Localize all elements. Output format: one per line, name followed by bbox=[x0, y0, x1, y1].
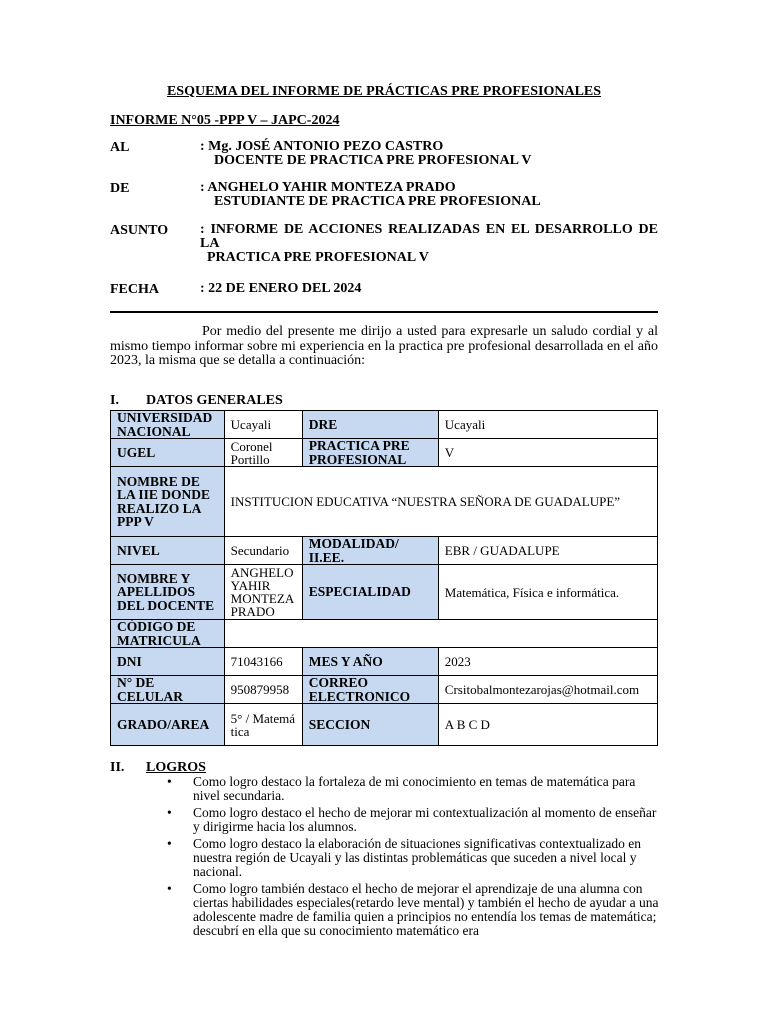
asunto-line-2: PRACTICA PRE PROFESIONAL V bbox=[207, 250, 429, 265]
asunto-label: ASUNTO bbox=[110, 223, 169, 238]
ppp-value: V bbox=[438, 439, 657, 467]
table-row bbox=[111, 648, 658, 676]
univ-value: Ucayali bbox=[224, 411, 302, 439]
section-2-title: LOGROS bbox=[146, 760, 206, 775]
table-row bbox=[111, 537, 658, 565]
list-item bbox=[167, 882, 662, 938]
table-row bbox=[111, 411, 658, 439]
nivel-value: Secundario bbox=[224, 537, 302, 565]
section-2-number: II. bbox=[110, 760, 125, 775]
datos-generales-table bbox=[110, 410, 658, 746]
section-1-number: I. bbox=[110, 393, 119, 408]
de-label: DE bbox=[110, 181, 130, 196]
ppp-label: PRACTICA PRE PROFESIONAL bbox=[302, 439, 438, 467]
dre-label: DRE bbox=[302, 411, 438, 439]
bullet-icon: • bbox=[167, 774, 172, 789]
logro-text: Como logro destaco el hecho de mejorar mi contextualización al momento de enseñar y dirigirme hacia los alumnos. bbox=[193, 805, 657, 834]
mes-value: 2023 bbox=[438, 648, 657, 676]
table-row bbox=[111, 467, 658, 537]
modalidad-label: MODALIDAD/ II.EE. bbox=[302, 537, 438, 565]
section-1-title: DATOS GENERALES bbox=[146, 393, 283, 408]
nivel-label: NIVEL bbox=[111, 537, 225, 565]
correo-value: Crsitobalmontezarojas@hotmail.com bbox=[438, 676, 657, 704]
dre-value: Ucayali bbox=[438, 411, 657, 439]
list-item bbox=[167, 806, 662, 834]
correo-label: CORREO ELECTRONICO bbox=[302, 676, 438, 704]
header-divider bbox=[110, 311, 658, 313]
table-row bbox=[111, 439, 658, 467]
document-title: ESQUEMA DEL INFORME DE PRÁCTICAS PRE PROFESIONALES bbox=[166, 84, 602, 99]
especialidad-value: Matemática, Física e informática. bbox=[438, 565, 657, 620]
logros-list bbox=[167, 775, 662, 941]
codigo-value bbox=[224, 620, 657, 648]
table-row bbox=[111, 676, 658, 704]
table-row bbox=[111, 620, 658, 648]
bullet-icon: • bbox=[167, 836, 172, 851]
modalidad-value: EBR / GUADALUPE bbox=[438, 537, 657, 565]
fecha-label: FECHA bbox=[110, 282, 159, 297]
dni-value: 71043166 bbox=[224, 648, 302, 676]
iie-value: INSTITUCION EDUCATIVA “NUESTRA SEÑORA DE GUADALUPE” bbox=[224, 467, 657, 537]
list-item bbox=[167, 775, 662, 803]
docente-value: ANGHELO YAHIR MONTEZA PRADO bbox=[224, 565, 302, 620]
seccion-label: SECCION bbox=[302, 704, 438, 746]
iie-label: NOMBRE DE LA IIE DONDE REALIZO LA PPP V bbox=[111, 467, 225, 537]
table-row bbox=[111, 565, 658, 620]
al-position: DOCENTE DE PRACTICA PRE PROFESIONAL V bbox=[214, 153, 532, 168]
ugel-label: UGEL bbox=[111, 439, 225, 467]
univ-label: UNIVERSIDAD NACIONAL bbox=[111, 411, 225, 439]
logro-text: Como logro destaco la fortaleza de mi conocimiento en temas de matemática para nivel secundaria. bbox=[193, 774, 636, 803]
de-position: ESTUDIANTE DE PRACTICA PRE PROFESIONAL bbox=[214, 194, 541, 209]
grado-label: GRADO/AREA bbox=[111, 704, 225, 746]
codigo-label: CÓDIGO DE MATRICULA bbox=[111, 620, 225, 648]
mes-label: MES Y AÑO bbox=[302, 648, 438, 676]
ugel-value: Coronel Portillo bbox=[224, 439, 302, 467]
al-label: AL bbox=[110, 140, 130, 155]
celular-value: 950879958 bbox=[224, 676, 302, 704]
bullet-icon: • bbox=[167, 881, 172, 896]
intro-paragraph bbox=[110, 325, 658, 369]
intro-text: Por medio del presente me dirijo a usted para expresarle un saludo cordial y al mismo tiempo informar sobre mi experiencia en la practica pre profesional desarrollada en el año 2023, la misma que se detalla a continuación: bbox=[110, 324, 658, 368]
fecha-value: : 22 DE ENERO DEL 2024 bbox=[200, 281, 362, 296]
logro-text: Como logro también destaco el hecho de mejorar el aprendizaje de una alumna con ciertas habilidades especiales(retardo leve mental) y también el hecho de ayudar a una adolescente madre de familia quien a principios no entendía los temas de matemática; descubrí en ella que su conocimiento matemático era bbox=[193, 881, 659, 938]
table-row bbox=[111, 704, 658, 746]
list-item bbox=[167, 837, 662, 879]
de-sender: : ANGHELO YAHIR MONTEZA PRADO bbox=[200, 180, 456, 195]
bullet-icon: • bbox=[167, 805, 172, 820]
seccion-value: A B C D bbox=[438, 704, 657, 746]
celular-label: N° DE CELULAR bbox=[111, 676, 225, 704]
asunto-line-1: : INFORME DE ACCIONES REALIZADAS EN EL DESARROLLO DE LA bbox=[200, 222, 658, 251]
especialidad-label: ESPECIALIDAD bbox=[302, 565, 438, 620]
docente-label: NOMBRE Y APELLIDOS DEL DOCENTE bbox=[111, 565, 225, 620]
informe-number: INFORME N°05 -PPP V – JAPC-2024 bbox=[110, 113, 340, 128]
logro-text: Como logro destaco la elaboración de situaciones significativas contextualizado en nuestra región de Ucayali y las distintas problemáticas que suceden a nivel local y nacional. bbox=[193, 836, 641, 879]
grado-value: 5° / Matemática bbox=[224, 704, 302, 746]
al-recipient: : Mg. JOSÉ ANTONIO PEZO CASTRO bbox=[200, 139, 444, 154]
dni-label: DNI bbox=[111, 648, 225, 676]
